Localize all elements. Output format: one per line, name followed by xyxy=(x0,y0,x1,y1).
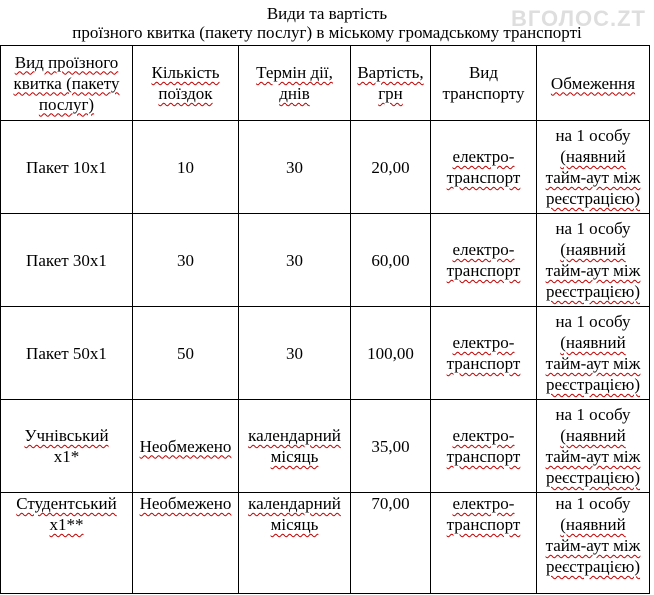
table-header-row xyxy=(1,46,650,121)
header-validity-term: Термін дії, днів xyxy=(239,46,351,121)
cell-ticket-type: Пакет 30х1 xyxy=(1,214,133,307)
cell-price: 35,00 xyxy=(351,400,431,493)
watermark-logo: ВГОЛОС.ZT xyxy=(510,6,646,31)
table-row xyxy=(1,307,650,400)
header-ticket-type: Вид проїзного квитка (пакету послуг) xyxy=(1,46,133,121)
title-line-2: проїзного квитка (пакету послуг) в міському громадському транспорті xyxy=(72,23,582,42)
header-trips-count: Кількість поїздок xyxy=(133,46,239,121)
cell-term: календарний місяць xyxy=(239,493,351,594)
header-restrictions: Обмеження xyxy=(537,46,650,121)
header-transport-type: Вид транспорту xyxy=(431,46,537,121)
cell-restriction: на 1 особу (наявний тайм-аут між реєстрацією) xyxy=(537,493,650,594)
cell-term: 30 xyxy=(239,214,351,307)
cell-transport: електро- транспорт xyxy=(431,307,537,400)
cell-ticket-type: Пакет 10х1 xyxy=(1,121,133,214)
title-line-1: Види та вартість xyxy=(266,4,388,23)
cell-trips: 50 xyxy=(133,307,239,400)
cell-restriction: на 1 особу (наявний тайм-аут між реєстрацією) xyxy=(537,307,650,400)
cell-term: 30 xyxy=(239,121,351,214)
header-price: Вартість, грн xyxy=(351,46,431,121)
cell-trips: 30 xyxy=(133,214,239,307)
cell-restriction: на 1 особу (наявний тайм-аут між реєстрацією) xyxy=(537,400,650,493)
cell-term: 30 xyxy=(239,307,351,400)
cell-term: календарний місяць xyxy=(239,400,351,493)
table-row xyxy=(1,214,650,307)
table-row xyxy=(1,121,650,214)
cell-transport: електро- транспорт xyxy=(431,493,537,594)
cell-transport: електро- транспорт xyxy=(431,214,537,307)
cell-trips: Необмежено xyxy=(133,493,239,594)
cell-price: 20,00 xyxy=(351,121,431,214)
cell-price: 70,00 xyxy=(351,493,431,594)
fares-table xyxy=(0,45,650,594)
cell-restriction: на 1 особу (наявний тайм-аут між реєстрацією) xyxy=(537,214,650,307)
table-row xyxy=(1,493,650,594)
cell-ticket-type: Студентський х1** xyxy=(1,493,133,594)
cell-price: 60,00 xyxy=(351,214,431,307)
cell-transport: електро- транспорт xyxy=(431,121,537,214)
cell-transport: електро- транспорт xyxy=(431,400,537,493)
table-row xyxy=(1,400,650,493)
cell-ticket-type: Пакет 50х1 xyxy=(1,307,133,400)
cell-restriction: на 1 особу (наявний тайм-аут між реєстрацією) xyxy=(537,121,650,214)
cell-trips: Необмежено xyxy=(133,400,239,493)
cell-trips: 10 xyxy=(133,121,239,214)
cell-price: 100,00 xyxy=(351,307,431,400)
cell-ticket-type: Учнівський х1* xyxy=(1,400,133,493)
